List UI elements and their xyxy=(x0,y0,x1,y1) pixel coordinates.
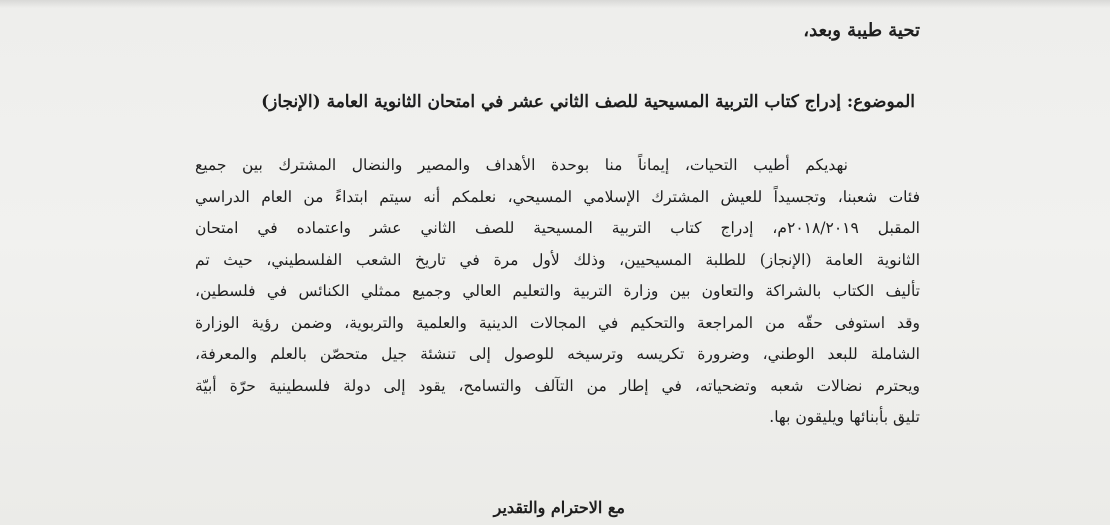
body-line: نهديكم أطيب التحيات، إيماناً منا بوحدة الأهداف والمصير والنضال المشترك بين جميع xyxy=(195,156,848,174)
body-line: المقبل ٢٠١٨/٢٠١٩م، إدراج كتاب التربية المسيحية للصف الثاني عشر واعتماده في امتحان xyxy=(195,219,920,237)
body-line: وقد استوفى حقّه من المراجعة والتحكيم في المجالات الدينية والعلمية والتربوية، وضمن رؤية الوزارة xyxy=(195,313,920,332)
page-top-shadow xyxy=(0,0,1110,8)
salutation: تحية طيبة وبعد، xyxy=(803,20,920,41)
body-line: تليق بأبنائها ويليقون بها. xyxy=(769,408,920,426)
letter-body xyxy=(195,150,920,434)
body-line: تأليف الكتاب بالشراكة والتعاون بين وزارة التربية والتعليم العالي وجميع ممثلي الكنائس في فلسطين، xyxy=(195,282,920,300)
subject-label: الموضوع: xyxy=(846,92,915,112)
subject-text: إدراج كتاب التربية المسيحية للصف الثاني عشر في امتحان الثانوية العامة (الإنجاز) xyxy=(261,92,841,112)
body-line: الشاملة للبعد الوطني، وضرورة تكريسه وترسيخه للوصول إلى تنشئة جيل متحصّن بالعلم والمعرفة، xyxy=(195,345,920,363)
body-line: الثانوية العامة (الإنجاز) للطلبة المسيحيين، وذلك لأول مرة في تاريخ الشعب الفلسطيني، حيث تم xyxy=(195,250,920,269)
closing-line: مع الاحترام والتقدير xyxy=(493,498,625,517)
subject-line xyxy=(261,92,915,112)
body-line: ويحترم نضالات شعبه وتضحياته، في إطار من التآلف والتسامح، يقود إلى دولة فلسطينية حرّة أبيّة xyxy=(195,376,920,395)
body-line: فئات شعبنا، وتجسيداً للعيش المشترك الإسلامي المسيحي، نعلمكم أنه سيتم ابتداءً من العام الدراسي xyxy=(195,187,920,206)
